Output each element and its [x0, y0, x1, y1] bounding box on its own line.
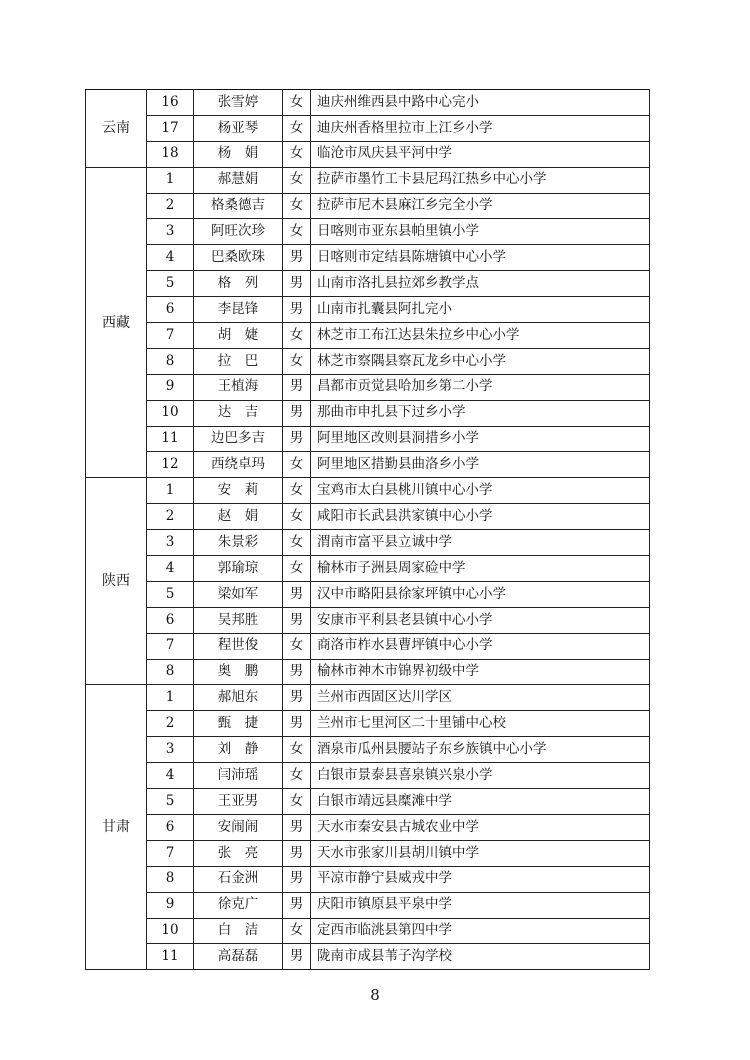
- name-cell: 巴桑欧珠: [194, 245, 283, 271]
- table-row: [86, 400, 650, 426]
- row-number-cell: 9: [147, 374, 194, 400]
- name-cell: 拉 巴: [194, 348, 283, 374]
- name-cell: 赵 娟: [194, 504, 283, 530]
- name-cell: 杨亚琴: [194, 115, 283, 141]
- table-row: [86, 323, 650, 349]
- gender-cell: 男: [283, 685, 311, 711]
- name-cell: 高磊磊: [194, 944, 283, 970]
- gender-cell: 女: [283, 504, 311, 530]
- row-number-cell: 4: [147, 763, 194, 789]
- school-cell: 林芝市察隅县察瓦龙乡中心小学: [311, 348, 650, 374]
- name-cell: 石金洲: [194, 866, 283, 892]
- school-cell: 迪庆州维西县中路中心完小: [311, 90, 650, 116]
- name-cell: 边巴多吉: [194, 426, 283, 452]
- row-number-cell: 11: [147, 426, 194, 452]
- gender-cell: 女: [283, 918, 311, 944]
- school-cell: 白银市靖远县糜滩中学: [311, 789, 650, 815]
- name-cell: 张雪婷: [194, 90, 283, 116]
- row-number-cell: 4: [147, 245, 194, 271]
- gender-cell: 女: [283, 633, 311, 659]
- school-cell: 安康市平利县老县镇中心小学: [311, 607, 650, 633]
- gender-cell: 女: [283, 763, 311, 789]
- school-cell: 庆阳市镇原县平泉中学: [311, 892, 650, 918]
- table-row: [86, 348, 650, 374]
- table-row: [86, 115, 650, 141]
- row-number-cell: 10: [147, 400, 194, 426]
- row-number-cell: 18: [147, 141, 194, 167]
- gender-cell: 男: [283, 271, 311, 297]
- gender-cell: 女: [283, 737, 311, 763]
- row-number-cell: 1: [147, 478, 194, 504]
- name-cell: 郝慧娟: [194, 167, 283, 193]
- school-cell: 白银市景泰县喜泉镇兴泉小学: [311, 763, 650, 789]
- gender-cell: 男: [283, 581, 311, 607]
- name-cell: 张 亮: [194, 840, 283, 866]
- name-cell: 程世俊: [194, 633, 283, 659]
- row-number-cell: 2: [147, 711, 194, 737]
- table-row: [86, 271, 650, 297]
- table-row: [86, 504, 650, 530]
- table-row: [86, 892, 650, 918]
- school-cell: 定西市临洮县第四中学: [311, 918, 650, 944]
- name-cell: 刘 静: [194, 737, 283, 763]
- name-cell: 西绕卓玛: [194, 452, 283, 478]
- gender-cell: 男: [283, 814, 311, 840]
- school-cell: 汉中市略阳县徐家坪镇中心小学: [311, 581, 650, 607]
- table-row: [86, 530, 650, 556]
- school-cell: 宝鸡市太白县桃川镇中心小学: [311, 478, 650, 504]
- school-cell: 拉萨市尼木县麻江乡完全小学: [311, 193, 650, 219]
- gender-cell: 女: [283, 115, 311, 141]
- gender-cell: 女: [283, 323, 311, 349]
- school-cell: 山南市扎囊县阿扎完小: [311, 297, 650, 323]
- table-row: [86, 814, 650, 840]
- gender-cell: 女: [283, 348, 311, 374]
- school-cell: 拉萨市墨竹工卡县尼玛江热乡中心小学: [311, 167, 650, 193]
- school-cell: 昌都市贡觉县哈加乡第二小学: [311, 374, 650, 400]
- gender-cell: 女: [283, 167, 311, 193]
- province-cell: 西藏: [86, 167, 147, 478]
- school-cell: 迪庆州香格里拉市上江乡小学: [311, 115, 650, 141]
- row-number-cell: 9: [147, 892, 194, 918]
- row-number-cell: 5: [147, 581, 194, 607]
- row-number-cell: 7: [147, 633, 194, 659]
- table-row: [86, 219, 650, 245]
- gender-cell: 男: [283, 944, 311, 970]
- row-number-cell: 5: [147, 789, 194, 815]
- gender-cell: 男: [283, 400, 311, 426]
- gender-cell: 女: [283, 193, 311, 219]
- row-number-cell: 7: [147, 840, 194, 866]
- table-row: [86, 763, 650, 789]
- gender-cell: 女: [283, 90, 311, 116]
- table-row: [86, 711, 650, 737]
- gender-cell: 男: [283, 297, 311, 323]
- name-cell: 闫沛瑶: [194, 763, 283, 789]
- school-cell: 平凉市静宁县威戎中学: [311, 866, 650, 892]
- table-body: [86, 90, 650, 970]
- name-cell: 王亚男: [194, 789, 283, 815]
- row-number-cell: 1: [147, 685, 194, 711]
- table-row: [86, 789, 650, 815]
- row-number-cell: 1: [147, 167, 194, 193]
- row-number-cell: 6: [147, 297, 194, 323]
- gender-cell: 女: [283, 141, 311, 167]
- name-cell: 郝旭东: [194, 685, 283, 711]
- name-cell: 安闹闹: [194, 814, 283, 840]
- school-cell: 日喀则市亚东县帕里镇小学: [311, 219, 650, 245]
- school-cell: 阿里地区改则县洞措乡小学: [311, 426, 650, 452]
- table-row: [86, 297, 650, 323]
- gender-cell: 男: [283, 840, 311, 866]
- gender-cell: 女: [283, 452, 311, 478]
- school-cell: 那曲市申扎县下过乡小学: [311, 400, 650, 426]
- name-cell: 奥 鹏: [194, 659, 283, 685]
- row-number-cell: 5: [147, 271, 194, 297]
- table-row: [86, 918, 650, 944]
- school-cell: 日喀则市定结县陈塘镇中心小学: [311, 245, 650, 271]
- row-number-cell: 11: [147, 944, 194, 970]
- table-row: [86, 426, 650, 452]
- row-number-cell: 4: [147, 556, 194, 582]
- name-cell: 朱景彩: [194, 530, 283, 556]
- row-number-cell: 8: [147, 866, 194, 892]
- gender-cell: 女: [283, 478, 311, 504]
- name-cell: 吴邦胜: [194, 607, 283, 633]
- school-cell: 陇南市成县苇子沟学校: [311, 944, 650, 970]
- gender-cell: 女: [283, 219, 311, 245]
- gender-cell: 男: [283, 659, 311, 685]
- teacher-list-table: [85, 89, 650, 970]
- table-row: [86, 659, 650, 685]
- row-number-cell: 3: [147, 737, 194, 763]
- gender-cell: 男: [283, 711, 311, 737]
- row-number-cell: 3: [147, 219, 194, 245]
- table-row: [86, 944, 650, 970]
- table-row: [86, 737, 650, 763]
- school-cell: 咸阳市长武县洪家镇中心小学: [311, 504, 650, 530]
- school-cell: 天水市秦安县古城农业中学: [311, 814, 650, 840]
- table-row: [86, 374, 650, 400]
- name-cell: 梁如军: [194, 581, 283, 607]
- row-number-cell: 8: [147, 348, 194, 374]
- name-cell: 王植海: [194, 374, 283, 400]
- school-cell: 榆林市子洲县周家硷中学: [311, 556, 650, 582]
- table-row: [86, 193, 650, 219]
- school-cell: 酒泉市瓜州县腰站子东乡族镇中心小学: [311, 737, 650, 763]
- row-number-cell: 7: [147, 323, 194, 349]
- table-row: [86, 840, 650, 866]
- gender-cell: 男: [283, 892, 311, 918]
- gender-cell: 女: [283, 530, 311, 556]
- gender-cell: 男: [283, 374, 311, 400]
- name-cell: 胡 婕: [194, 323, 283, 349]
- gender-cell: 女: [283, 789, 311, 815]
- gender-cell: 男: [283, 245, 311, 271]
- name-cell: 郭瑜琼: [194, 556, 283, 582]
- row-number-cell: 8: [147, 659, 194, 685]
- school-cell: 榆林市神木市锦界初级中学: [311, 659, 650, 685]
- page-number: 8: [370, 986, 380, 1004]
- gender-cell: 男: [283, 607, 311, 633]
- school-cell: 阿里地区措勤县曲洛乡小学: [311, 452, 650, 478]
- row-number-cell: 2: [147, 504, 194, 530]
- table-row: [86, 141, 650, 167]
- name-cell: 格 列: [194, 271, 283, 297]
- row-number-cell: 2: [147, 193, 194, 219]
- row-number-cell: 3: [147, 530, 194, 556]
- table-row: [86, 685, 650, 711]
- table-row: [86, 452, 650, 478]
- row-number-cell: 17: [147, 115, 194, 141]
- gender-cell: 女: [283, 556, 311, 582]
- name-cell: 甄 捷: [194, 711, 283, 737]
- row-number-cell: 12: [147, 452, 194, 478]
- name-cell: 安 莉: [194, 478, 283, 504]
- row-number-cell: 6: [147, 814, 194, 840]
- school-cell: 山南市洛扎县拉郊乡教学点: [311, 271, 650, 297]
- table-row: [86, 556, 650, 582]
- name-cell: 格桑德吉: [194, 193, 283, 219]
- school-cell: 天水市张家川县胡川镇中学: [311, 840, 650, 866]
- row-number-cell: 16: [147, 90, 194, 116]
- gender-cell: 男: [283, 866, 311, 892]
- school-cell: 临沧市凤庆县平河中学: [311, 141, 650, 167]
- school-cell: 商洛市柞水县曹坪镇中心小学: [311, 633, 650, 659]
- province-cell: 云南: [86, 90, 147, 168]
- province-cell: 陕西: [86, 478, 147, 685]
- table-row: [86, 478, 650, 504]
- school-cell: 兰州市七里河区二十里铺中心校: [311, 711, 650, 737]
- name-cell: 李昆锋: [194, 297, 283, 323]
- name-cell: 白 洁: [194, 918, 283, 944]
- table-row: [86, 607, 650, 633]
- gender-cell: 男: [283, 426, 311, 452]
- school-cell: 兰州市西固区达川学区: [311, 685, 650, 711]
- province-cell: 甘肃: [86, 685, 147, 970]
- table-row: [86, 245, 650, 271]
- table-row: [86, 167, 650, 193]
- table-row: [86, 581, 650, 607]
- school-cell: 渭南市富平县立诚中学: [311, 530, 650, 556]
- name-cell: 达 吉: [194, 400, 283, 426]
- name-cell: 阿旺次珍: [194, 219, 283, 245]
- table-row: [86, 633, 650, 659]
- school-cell: 林芝市工布江达县朱拉乡中心小学: [311, 323, 650, 349]
- table-row: [86, 90, 650, 116]
- name-cell: 杨 娟: [194, 141, 283, 167]
- row-number-cell: 6: [147, 607, 194, 633]
- table-row: [86, 866, 650, 892]
- row-number-cell: 10: [147, 918, 194, 944]
- name-cell: 徐克广: [194, 892, 283, 918]
